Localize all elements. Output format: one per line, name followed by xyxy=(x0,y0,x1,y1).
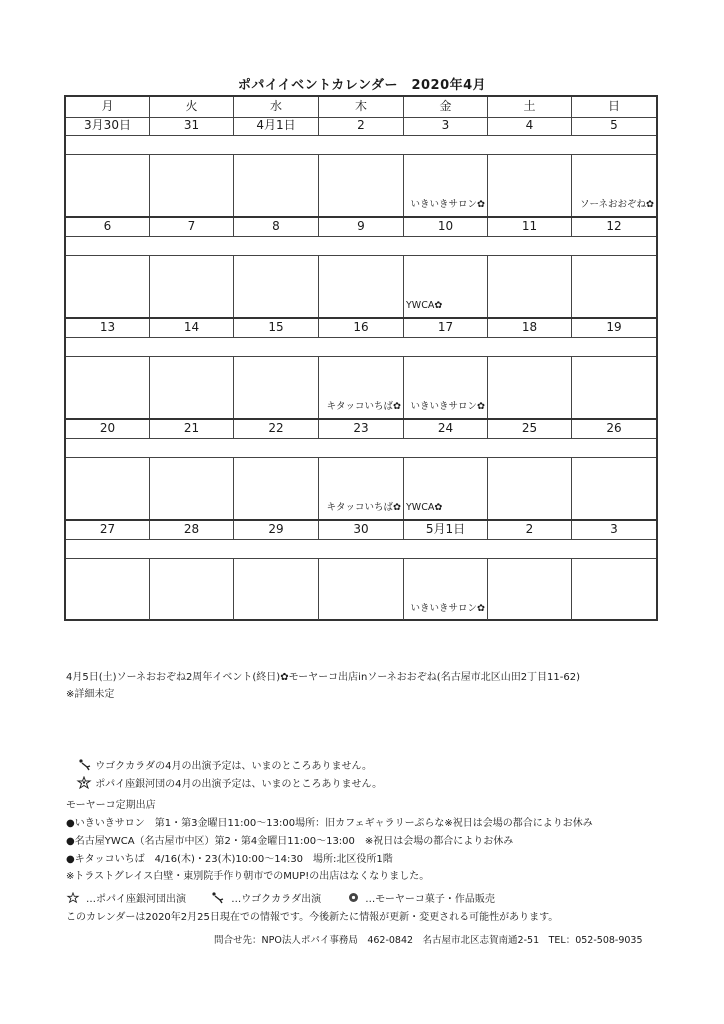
day-cell xyxy=(150,559,234,620)
day-number: 6 xyxy=(66,218,150,236)
weekday-thu: 木 xyxy=(319,97,404,117)
day-cell xyxy=(234,256,319,317)
day-number: 3 xyxy=(610,522,618,536)
day-cell xyxy=(66,155,150,216)
ginga-note xyxy=(76,775,382,793)
day-number: 12 xyxy=(606,219,622,233)
day-number: 3月30日 xyxy=(66,117,150,135)
info-date-note: このカレンダーは2020年2月25日現在での情報です。今後新たに情報が更新・変更される可能性があります。 xyxy=(66,912,559,923)
detail-tbd-note: ※詳細未定 xyxy=(66,689,115,700)
day-cell xyxy=(319,458,404,519)
event-label: キタッコいちば✿ xyxy=(326,401,401,412)
event-label: YWCA✿ xyxy=(406,300,443,311)
day-cell xyxy=(572,155,656,216)
day-number: 24 xyxy=(404,420,488,438)
day-cell xyxy=(234,458,319,519)
ugoku-note-text: ウゴクカラダの4月の出演予定は、いまのところありません。 xyxy=(95,761,373,772)
day-cell xyxy=(572,458,656,519)
day-cell xyxy=(404,458,488,519)
day-number: 23 xyxy=(319,420,404,438)
event-label: キタッコいちば✿ xyxy=(326,502,401,513)
day-cell xyxy=(66,256,150,317)
day-number: 29 xyxy=(234,521,319,539)
calendar-title: ポパイイベントカレンダー 2020年4月 xyxy=(237,78,487,93)
ugoku-note xyxy=(78,757,372,774)
event-label: いきいきサロン✿ xyxy=(410,401,485,412)
event-label: いきいきサロン✿ xyxy=(410,199,485,210)
weekday-sun: 日 xyxy=(607,99,620,113)
calendar-grid xyxy=(64,95,658,621)
week-strip xyxy=(66,135,656,155)
day-cell xyxy=(404,357,488,418)
weekday-sat: 土 xyxy=(488,97,572,117)
day-cell xyxy=(404,155,488,216)
week-strip xyxy=(66,337,656,357)
day-number: 9 xyxy=(319,218,404,236)
weekday-fri: 金 xyxy=(404,97,488,117)
ginga-note-text: ポパイ座銀河団の4月の出演予定は、いまのところありません。 xyxy=(95,779,383,790)
day-number: 21 xyxy=(150,420,234,438)
day-cell xyxy=(319,357,404,418)
day-number: 26 xyxy=(606,421,622,435)
calendar-week xyxy=(66,420,656,521)
calendar-week xyxy=(66,319,656,420)
calendar-week xyxy=(66,521,656,622)
day-number: 7 xyxy=(150,218,234,236)
weekday-header xyxy=(66,97,656,118)
day-cell xyxy=(572,256,656,317)
day-number: 8 xyxy=(234,218,319,236)
day-number: 19 xyxy=(606,320,622,334)
day-number: 20 xyxy=(66,420,150,438)
day-number: 5 xyxy=(610,118,618,132)
calendar-week xyxy=(66,117,656,218)
day-cell xyxy=(234,357,319,418)
day-cell xyxy=(319,155,404,216)
day-number: 22 xyxy=(234,420,319,438)
day-number: 25 xyxy=(488,420,572,438)
day-number: 15 xyxy=(234,319,319,337)
weekday-wed: 水 xyxy=(234,97,319,117)
weekday-tue: 火 xyxy=(150,97,234,117)
day-cell xyxy=(488,357,572,418)
day-cell xyxy=(488,559,572,620)
legend-ginga: …ポパイ座銀河団出演 xyxy=(86,894,186,905)
event-note: 4月5日(土)ソーネおおぞね2周年イベント(終日)✿モーヤーコ出店inソーネおおぞね(名古屋市北区山田2丁目11-62) xyxy=(66,672,581,683)
salon-schedule: ●いきいきサロン 第1・第3金曜日11:00～13:00場所：旧カフェギャラリーぷらな※祝日は会場の都合によりお休み xyxy=(66,818,593,829)
stick-figure-icon xyxy=(211,892,225,907)
day-cell xyxy=(404,559,488,620)
day-number: 30 xyxy=(319,521,404,539)
day-number: 28 xyxy=(150,521,234,539)
calendar-week xyxy=(66,218,656,319)
day-number: 17 xyxy=(404,319,488,337)
day-cell xyxy=(150,155,234,216)
legend-ugoku: …ウゴクカラダ出演 xyxy=(231,894,322,905)
day-number: 31 xyxy=(150,117,234,135)
day-number: 13 xyxy=(66,319,150,337)
event-label: いきいきサロン✿ xyxy=(410,603,485,614)
day-cell xyxy=(488,458,572,519)
day-number: 4月1日 xyxy=(234,117,319,135)
legend xyxy=(66,890,501,907)
day-cell xyxy=(488,155,572,216)
day-cell xyxy=(319,256,404,317)
day-number: 16 xyxy=(319,319,404,337)
week-strip xyxy=(66,236,656,256)
flower-icon xyxy=(348,892,359,906)
day-number: 27 xyxy=(66,521,150,539)
trust-note: ※トラストグレイス白壁・東別院手作り朝市でのMUP!の出店はなくなりました。 xyxy=(66,871,430,882)
day-cell xyxy=(150,458,234,519)
kitakko-schedule: ●キタッコいちば 4/16(木)・23(木)10:00～14:30 場所:北区役所1階 xyxy=(66,854,393,865)
day-cell xyxy=(572,357,656,418)
ywca-schedule: ●名古屋YWCA（名古屋市中区）第2・第4金曜日11:00～13:00 ※祝日は会場の都合によりお休み xyxy=(66,836,514,847)
day-cell xyxy=(66,559,150,620)
regular-shop-heading: モーヤーコ定期出店 xyxy=(66,800,156,811)
day-cell xyxy=(66,357,150,418)
day-cell xyxy=(150,256,234,317)
event-label: ソーネおおぞね✿ xyxy=(580,199,654,210)
day-cell xyxy=(488,256,572,317)
event-label: YWCA✿ xyxy=(406,502,443,513)
day-number: 5月1日 xyxy=(404,521,488,539)
weekday-mon: 月 xyxy=(66,97,150,117)
day-number: 2 xyxy=(319,117,404,135)
day-cell xyxy=(404,256,488,317)
day-cell xyxy=(572,559,656,620)
day-number: 4 xyxy=(488,117,572,135)
day-cell xyxy=(234,559,319,620)
contact-info: 問合せ先：NPO法人ポパイ事務局 462-0842 名古屋市北区志賀南通2-51 TEL：052-508-9035 xyxy=(214,935,643,946)
day-number: 2 xyxy=(488,521,572,539)
day-cell xyxy=(319,559,404,620)
star-figure-icon xyxy=(66,892,80,907)
day-cell xyxy=(66,458,150,519)
week-strip xyxy=(66,539,656,559)
day-cell xyxy=(234,155,319,216)
star-figure-icon xyxy=(76,776,92,793)
legend-moyako: …モーヤーコ菓子・作品販売 xyxy=(365,894,495,905)
week-strip xyxy=(66,438,656,458)
stick-figure-icon xyxy=(78,759,92,774)
day-number: 18 xyxy=(488,319,572,337)
day-number: 10 xyxy=(404,218,488,236)
day-number: 11 xyxy=(488,218,572,236)
day-cell xyxy=(150,357,234,418)
day-number: 14 xyxy=(150,319,234,337)
day-number: 3 xyxy=(404,117,488,135)
